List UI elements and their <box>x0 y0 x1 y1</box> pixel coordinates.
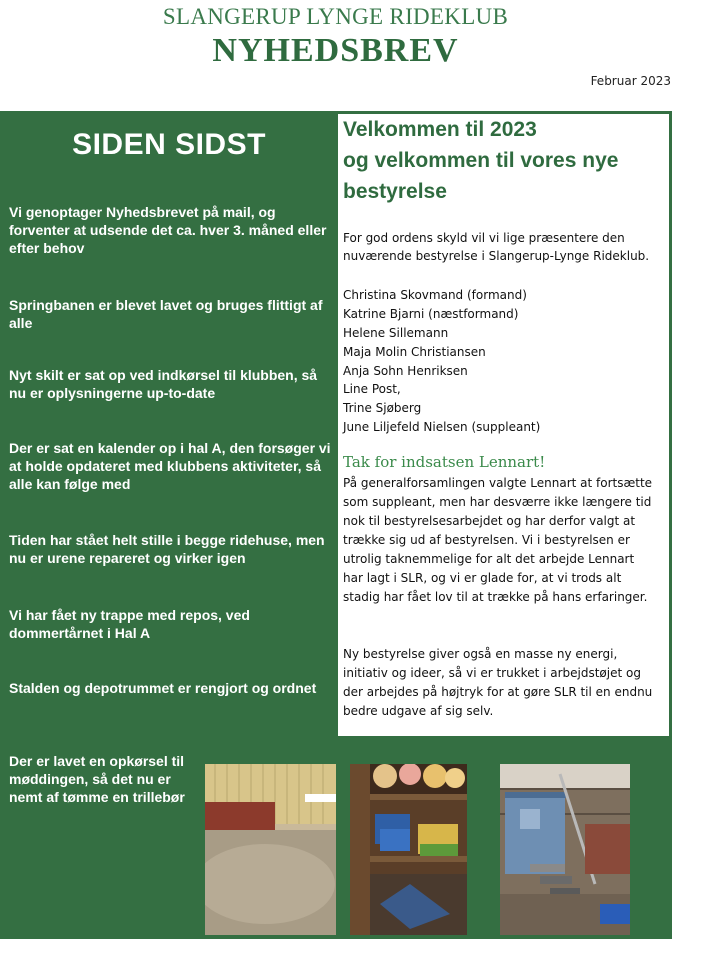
news-item: Nyt skilt er sat op ved indkørsel til klubben, så nu er oplysningerne up-to-date <box>9 367 318 401</box>
thanks-line: På generalforsamlingen valgte Lennart at fortsætte <box>343 476 653 490</box>
board-member: Maja Molin Christiansen <box>343 345 486 359</box>
thanks-line: stadig har fået lov til at trække på hans erfaringer. <box>343 590 648 604</box>
board-member: Katrine Bjarni (næstformand) <box>343 307 519 321</box>
left-column-title: SIDEN SIDST <box>72 128 266 161</box>
newsletter-title: NYHEDSBREV <box>212 32 459 69</box>
board-member: Helene Sillemann <box>343 326 449 340</box>
news-item: Vi har fået ny trappe med repos, ved dommertårnet i Hal A <box>9 607 250 641</box>
thanks-line: utrolig taknemmelige for alt det arbejde Lennart <box>343 552 635 566</box>
energy-line: der arbejdes på højtryk for at gøre SLR til en endnu <box>343 685 653 699</box>
thanks-line: trække sig ud af bestyrelsen. Vi i bestyrelsen er <box>343 533 630 547</box>
news-item: Der er sat en kalender op i hal A, den forsøger vi at holde opdateret med klubbens aktiviteter, så alle kan følge med <box>9 440 331 492</box>
welcome-heading-line: Velkommen til 2023 <box>343 118 537 141</box>
news-item: Der er lavet en opkørsel til møddingen, så det nu er nemt af tømme en trillebør <box>9 753 185 805</box>
thanks-line: nok til bestyrelsesarbejdet og har derfor valgt at <box>343 514 636 528</box>
news-item: Vi genoptager Nyhedsbrevet på mail, og forventer at udsende det ca. hver 3. måned eller efter behov <box>9 204 327 256</box>
energy-line: Ny bestyrelse giver også en masse ny energi, <box>343 647 618 661</box>
board-member: Anja Sohn Henriksen <box>343 364 468 378</box>
thanks-line: har lagt i SLR, og vi er glade for, at vi trods alt <box>343 571 622 585</box>
manure-ramp-photo <box>205 764 336 935</box>
intro-line: For god ordens skyld vil vi lige præsentere den <box>343 231 625 245</box>
board-member: June Liljefeld Nielsen (suppleant) <box>343 420 541 434</box>
news-item: Springbanen er blevet lavet og bruges flittigt af alle <box>9 297 323 331</box>
judge-tower-photo <box>500 764 630 935</box>
storage-room-photo <box>350 764 467 935</box>
board-member: Trine Sjøberg <box>343 401 422 415</box>
issue-date: Februar 2023 <box>590 74 671 88</box>
welcome-heading-line: og velkommen til vores nye <box>343 149 619 172</box>
news-item: Tiden har stået helt stille i begge ridehuse, men nu er urene repareret og virker igen <box>9 532 325 566</box>
energy-line: initiativ og ideer, så vi er trukket i arbejdstøjet og <box>343 666 641 680</box>
news-item: Stalden og depotrummet er rengjort og ordnet <box>9 680 317 696</box>
thanks-line: som suppleant, men har desværre ikke længere tid <box>343 495 652 509</box>
board-member: Line Post, <box>343 382 401 396</box>
board-member: Christina Skovmand (formand) <box>343 288 527 302</box>
club-name: SLANGERUP LYNGE RIDEKLUB <box>162 4 509 29</box>
intro-line: nuværende bestyrelse i Slangerup-Lynge Rideklub. <box>343 249 650 263</box>
energy-line: bedre udgave af sig selv. <box>343 704 494 718</box>
thanks-heading: Tak for indsatsen Lennart! <box>343 453 546 471</box>
welcome-heading-line: bestyrelse <box>343 180 447 203</box>
